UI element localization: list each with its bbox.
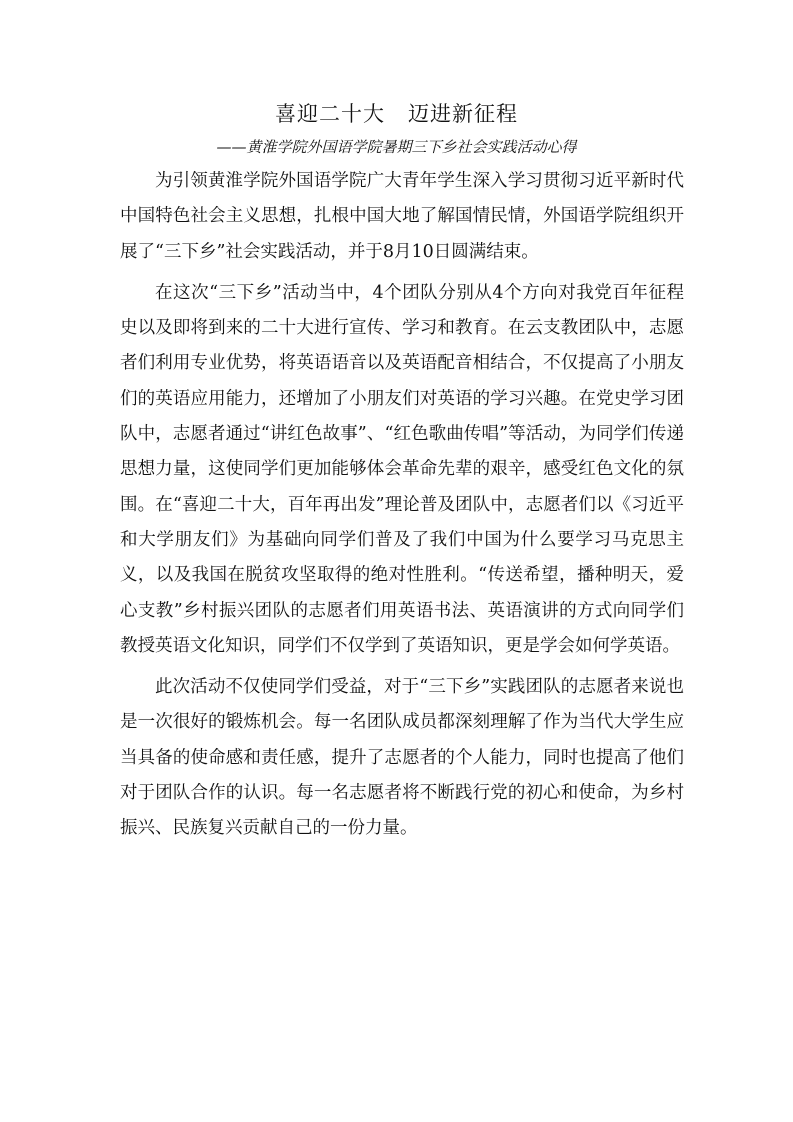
paragraph-conclusion: 此次活动不仅使同学们受益，对于“三下乡”实践团队的志愿者来说也是一次很好的锻炼机会。每一名团队成员都深刻理解了作为当代大学生应当具备的使命感和责任感，提升了志愿者的个人能力，同时也提高了他们对于团队合作的认识。每一名志愿者将不断践行党的初心和使命，为乡村振兴、民族复兴贡献自己的一份力量。: [120, 677, 684, 839]
paragraph-activities: 在这次“三下乡”活动当中，4个团队分别从4个方向对我党百年征程史以及即将到来的二十大进行宣传、学习和教育。在云支教团队中，志愿者们利用专业优势，将英语语音以及英语配音相结合，不仅提高了小朋友们的英语应用能力，还增加了小朋友们对英语的学习兴趣。在党史学习团队中，志愿者通过“讲红色故事”、“红色歌曲传唱”等活动，为同学们传递思想力量，这使同学们更加能够体会革命先辈的艰辛，感受红色文化的氛围。在“喜迎二十大，百年再出发”理论普及团队中，志愿者们以《习近平和大学朋友们》为基础向同学们普及了我们中国为什么要学习马克思主义，以及我国在脱贫攻坚取得的绝对性胜利。“传送希望，播种明天，爱心支教”乡村振兴团队的志愿者们用英语书法、英语演讲的方式向同学们教授英语文化知识，同学们不仅学到了英语知识，更是学会如何学英语。: [120, 282, 684, 656]
document-subtitle: ——黄淮学院外国语学院暑期三下乡社会实践活动心得: [216, 138, 577, 156]
document-body: [120, 164, 684, 853]
document-title: 喜迎二十大 迈进新征程: [274, 102, 519, 126]
paragraph-intro: 为引领黄淮学院外国语学院广大青年学生深入学习贯彻习近平新时代中国特色社会主义思想，扎根中国大地了解国情民情，外国语学院组织开展了“三下乡”社会实践活动，并于8月10日圆满结束。: [120, 171, 684, 262]
